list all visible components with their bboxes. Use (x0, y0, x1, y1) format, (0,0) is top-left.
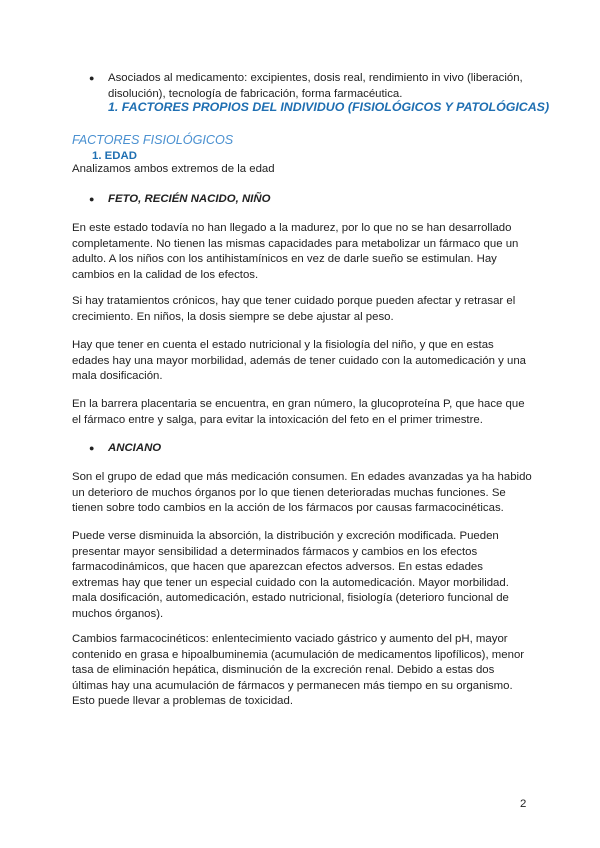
heading-factores-fisiologicos: FACTORES FISIOLÓGICOS (72, 133, 234, 147)
paragraph-1: En este estado todavía no han llegado a la madurez, por lo que no se han desarrollado completamente. No tienen las mismas capacidades para metabolizar un fármaco que un adulto. A los niños con los antihistamínicos en vez de darle sueño se estimulan. Hay cambios en la calidad de los efectos. (72, 222, 519, 281)
paragraph-6: Puede verse disminuida la absorción, la distribución y excreción modificada. Pueden presentar mayor sensibilidad a determinados fármacos y cambios en los efectos farmacodinámicos, que hacen que aparezcan efectos adversos. En estas edades extremas hay que tener un especial cuidado con la automedicación. Mayor morbilidad. mala dosificación, automedicación, estado nutricional, fisiología (deterioro funcional de muchos órganos). (72, 530, 509, 620)
intro-text: Analizamos ambos extremos de la edad (72, 163, 275, 175)
bullet-medicamento: Asociados al medicamento: excipientes, dosis real, rendimiento in vivo (liberación, disolución), tecnología de fabricación, forma farmacéutica. (108, 72, 523, 100)
paragraph-4: En la barrera placentaria se encuentra, en gran número, la glucoproteína P, que hace que el fármaco entre y salga, para evitar la intoxicación del feto en el primer trimestre. (72, 398, 525, 426)
paragraph-3: Hay que tener en cuenta el estado nutricional y la fisiología del niño, y que en estas edades hay una mayor morbilidad, además de tener cuidado con la automedicación y una mala dosificación. (72, 339, 527, 383)
bullet-dot: ● (89, 73, 95, 83)
paragraph-2: Si hay tratamientos crónicos, hay que tener cuidado porque pueden afectar y retrasar el crecimiento. En niños, la dosis siempre se debe ajustar al peso. (72, 295, 516, 323)
paragraph-5: Son el grupo de edad que más medicación consumen. En edades avanzadas ya ha habido un deterioro de muchos órganos por lo que tienen deterioradas muchas funciones. Se tienen sobre todo cambios en la acción de los fármacos por causas farmacocinéticas. (72, 471, 532, 515)
bullet-dot: ● (89, 443, 95, 453)
page-number: 2 (520, 798, 527, 810)
bullet-feto: FETO, RECIÉN NACIDO, NIÑO (108, 193, 271, 205)
bullet-anciano: ANCIANO (108, 442, 162, 454)
bullet-dot: ● (89, 194, 95, 204)
paragraph-7: Cambios farmacocinéticos: enlentecimiento vaciado gástrico y aumento del pH, mayor contenido en grasa e hipoalbuminemia (acumulación de medicamentos lipofílicos), menor tasa de eliminación hepática, disminución de la excreción renal. Debido a estas dos últimas hay una acumulación de fármacos y permanecen más tiempo en su organismo. Esto puede llevar a problemas de toxicidad. (72, 633, 525, 708)
heading-edad: 1. EDAD (92, 150, 137, 162)
heading-factores-individuo: 1. FACTORES PROPIOS DEL INDIVIDUO (FISIOLÓGICOS Y PATOLÓGICAS) (108, 100, 550, 114)
